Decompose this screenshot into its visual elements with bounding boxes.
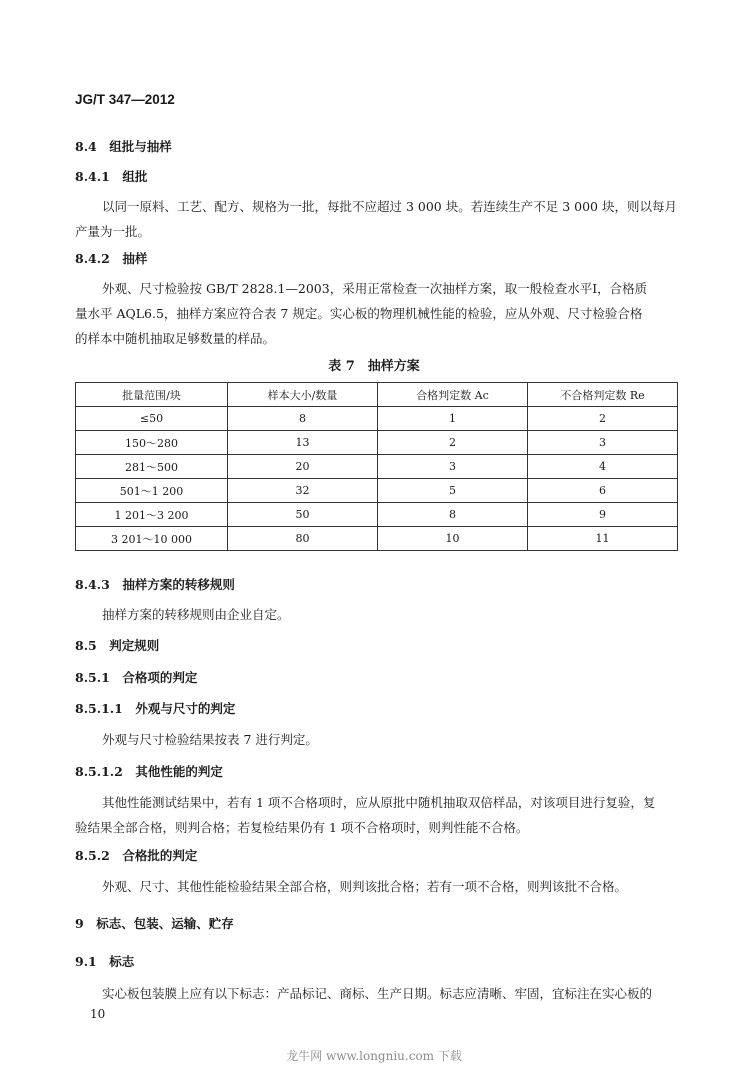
heading-title: 合格批的判定 (122, 848, 198, 863)
heading-title: 组批与抽样 (109, 139, 172, 154)
heading-8-5-1-2 (75, 762, 223, 780)
heading-number: 9 (75, 916, 84, 931)
table-cell: 150～280 (76, 431, 228, 455)
paragraph-line: 验结果全部合格，则判合格；若复检结果仍有 1 项不合格项时，则判性能不合格。 (75, 820, 529, 835)
heading-title: 组批 (122, 169, 148, 184)
heading-title: 抽样 (122, 251, 148, 266)
table-cell: 10 (378, 527, 528, 551)
table-row (76, 503, 678, 527)
heading-number: 8.5.1 (75, 670, 110, 685)
table-cell: 4 (528, 455, 678, 479)
heading-title: 外观与尺寸的判定 (135, 701, 236, 716)
table-cell: 3 (528, 431, 678, 455)
download-footer: 龙牛网 www.longniu.com 下载 (286, 1049, 462, 1063)
table-cell: 1 201～3 200 (76, 503, 228, 527)
heading-8-5-2 (75, 846, 197, 864)
heading-9 (75, 914, 234, 932)
col-header-reject: 不合格判定数 Re (528, 383, 678, 407)
table-cell: 2 (528, 407, 678, 431)
heading-8-4-2 (75, 249, 147, 267)
table-cell: 8 (378, 503, 528, 527)
paragraph-line: 抽样方案的转移规则由企业自定。 (102, 607, 290, 622)
table-cell: 3 (378, 455, 528, 479)
col-header-lot-size: 批量范围/块 (76, 383, 228, 407)
table-cell: 6 (528, 479, 678, 503)
heading-title: 标志、包装、运输、贮存 (96, 916, 234, 931)
heading-number: 9.1 (75, 954, 97, 969)
table-cell: 32 (228, 479, 378, 503)
paragraph-line: 外观、尺寸检验按 GB/T 2828.1—2003，采用正常检查一次抽样方案，取一般检查水平Ⅰ，合格质 (102, 281, 648, 296)
heading-number: 8.5.1.1 (75, 701, 123, 716)
standard-code: JG/T 347—2012 (75, 92, 175, 107)
paragraph-line: 产量为一批。 (75, 224, 151, 239)
heading-number: 8.5 (75, 638, 97, 653)
heading-8-5-1 (75, 668, 197, 686)
table-cell: 50 (228, 503, 378, 527)
heading-9-1 (75, 952, 134, 970)
heading-number: 8.5.2 (75, 848, 110, 863)
heading-number: 8.4 (75, 139, 97, 154)
heading-title: 合格项的判定 (122, 670, 198, 685)
heading-title: 其他性能的判定 (135, 764, 223, 779)
table-row (76, 479, 678, 503)
paragraph-line: 外观与尺寸检验结果按表 7 进行判定。 (102, 732, 318, 747)
table-header-row (76, 383, 678, 407)
table-row (76, 455, 678, 479)
heading-8-4-3 (75, 575, 235, 593)
paragraph-line: 外观、尺寸、其他性能检验结果全部合格，则判该批合格；若有一项不合格，则判该批不合格。 (102, 879, 628, 894)
table-cell: 11 (528, 527, 678, 551)
heading-title: 判定规则 (109, 638, 160, 653)
table-cell: 3 201～10 000 (76, 527, 228, 551)
table-cell: 281～500 (76, 455, 228, 479)
table-caption: 表 7 抽样方案 (328, 359, 420, 374)
heading-8-4-1 (75, 167, 147, 185)
paragraph-line: 以同一原料、工艺、配方、规格为一批，每批不应超过 3 000 块。若连续生产不足 3 000 块，则以每月 (102, 199, 677, 214)
table-row (76, 527, 678, 551)
heading-8-5-1-1 (75, 699, 235, 717)
table-cell: 1 (378, 407, 528, 431)
paragraph-line: 其他性能测试结果中，若有 1 项不合格项时，应从原批中随机抽取双倍样品，对该项目进行复验，复 (102, 795, 656, 810)
heading-title: 抽样方案的转移规则 (122, 577, 235, 592)
heading-number: 8.5.1.2 (75, 764, 123, 779)
heading-8-5 (75, 636, 159, 654)
table-row (76, 431, 678, 455)
paragraph-line: 实心板包装膜上应有以下标志：产品标记、商标、生产日期。标志应清晰、牢固，宜标注在实心板的 (102, 986, 653, 1001)
table-cell: 2 (378, 431, 528, 455)
table-cell: 13 (228, 431, 378, 455)
table-cell: 80 (228, 527, 378, 551)
col-header-sample-size: 样本大小/数量 (228, 383, 378, 407)
table-cell: 501～1 200 (76, 479, 228, 503)
page-number: 10 (90, 1007, 106, 1021)
table-cell: 9 (528, 503, 678, 527)
table-cell: ≤50 (76, 407, 228, 431)
sampling-table (75, 382, 678, 551)
table-cell: 5 (378, 479, 528, 503)
col-header-accept: 合格判定数 Ac (378, 383, 528, 407)
paragraph-line: 的样本中随机抽取足够数量的样品。 (75, 331, 276, 346)
table-cell: 8 (228, 407, 378, 431)
table-cell: 20 (228, 455, 378, 479)
table-row (76, 407, 678, 431)
heading-number: 8.4.2 (75, 251, 110, 266)
heading-8-4 (75, 137, 172, 155)
heading-number: 8.4.1 (75, 169, 110, 184)
paragraph-line: 量水平 AQL6.5，抽样方案应符合表 7 规定。实心板的物理机械性能的检验，应从外观、尺寸检验合格 (75, 306, 643, 321)
heading-number: 8.4.3 (75, 577, 110, 592)
heading-title: 标志 (109, 954, 135, 969)
